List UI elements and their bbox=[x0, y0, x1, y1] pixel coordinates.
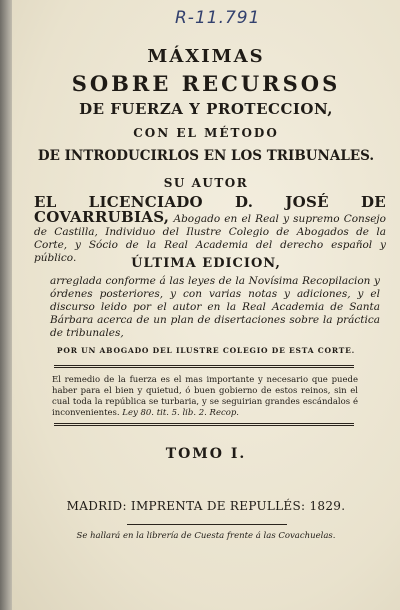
edition-description: arreglada conforme á las leyes de la Novísima Recopilacion y órdenes posteriores, y con varias notas y adiciones, y el discurso leido por el autor en la Real Academia de Santa Bárbara acerca de un plan de disertaciones sobre la práctica de tribunales, bbox=[50, 275, 380, 339]
title-line-1: MÁXIMAS bbox=[147, 46, 265, 67]
divider-rule bbox=[54, 423, 354, 424]
author-block bbox=[34, 193, 387, 265]
author-name: EL LICENCIADO D. JOSÉ DE COVARRUBIAS, bbox=[34, 193, 386, 226]
divider-rule bbox=[54, 367, 354, 368]
epigraph bbox=[52, 375, 358, 419]
title-line-5: DE INTRODUCIRLOS EN LOS TRIBUNALES. bbox=[37, 148, 375, 164]
divider-rule bbox=[54, 425, 354, 426]
editor-line: POR UN ABOGADO DEL ILUSTRE COLEGIO DE ESTA CORTE. bbox=[56, 346, 356, 355]
title-page bbox=[12, 0, 400, 610]
imprint-line: MADRID: IMPRENTA DE REPULLÉS: 1829. bbox=[66, 499, 346, 513]
call-number-handwritten: R-11.791 bbox=[175, 8, 261, 28]
title-line-2: SOBRE RECURSOS bbox=[71, 71, 341, 96]
divider-rule bbox=[54, 365, 354, 366]
imprint-rule bbox=[127, 524, 287, 525]
epigraph-text: El remedio de la fuerza es el mas importante y necesario que puede haber para el bien y quietud, ó buen gobierno de estos reinos, sin el cual toda la república se turbaria, y se seguirian grandes escándalos é inconvenientes. bbox=[52, 375, 358, 418]
epigraph-citation: Ley 80. tit. 5. lib. 2. Recop. bbox=[122, 408, 240, 418]
title-line-4: CON EL MÉTODO bbox=[133, 126, 279, 140]
author-description: Abogado en el Real y supremo Consejo de Castilla, Individuo del Ilustre Colegio de Abogados de la Corte, y Sócio de la Real Academia del derecho español y público. bbox=[34, 213, 387, 264]
su-autor-label: SU AUTOR bbox=[163, 176, 249, 190]
title-line-3: DE FUERZA Y PROTECCION, bbox=[79, 100, 333, 118]
bookseller-line: Se hallará en la librería de Cuesta frente á las Covachuelas. bbox=[76, 531, 336, 541]
edition-heading: ÚLTIMA EDICION, bbox=[131, 256, 281, 271]
volume-label: TOMO I. bbox=[165, 446, 247, 462]
